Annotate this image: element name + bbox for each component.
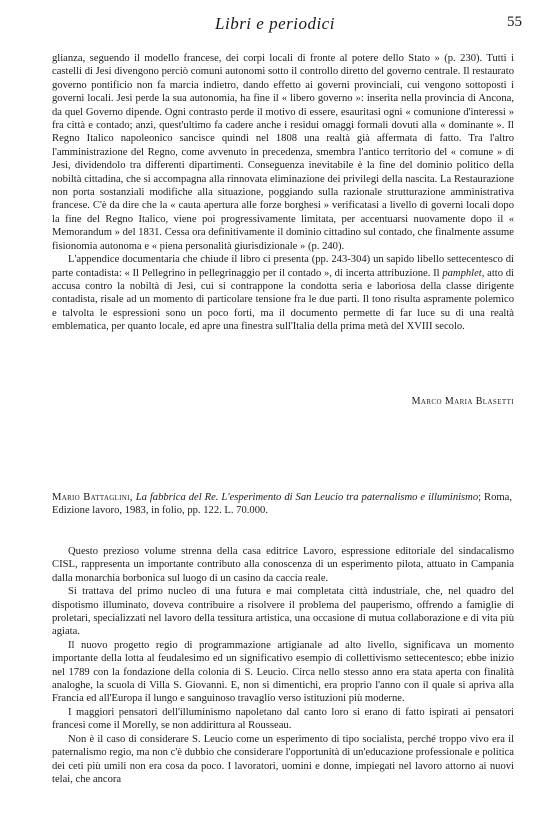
review-2-paragraph: Il nuovo progetto regio di programmazione artigianale ad alto livello, significava un momento importante della lotta al feudalesimo ed un significativo esempio di collettivismo settecentesco; ebbe inizio nel 1789 con la fondazione della colonia di S. Leucio. Circa nello stesso anno era stata aperta con finalità analoghe, la scuola di Villa S. Giovanni. E, non si dimentichi, era proprio l'anno con il quale si apriva alla Francia ed all'Europa il lungo e sanguinoso travaglio verso istituzioni più moderne.	[52, 639, 514, 705]
review-2-publication: ; Roma, Edizione lavoro, 1983, in folio, pp. 122. L. 70.000.	[52, 492, 513, 517]
running-title: Libri e periodici	[215, 14, 335, 33]
page-number: 55	[507, 14, 522, 30]
review-2-body	[52, 545, 514, 786]
review-2-paragraph: Non è il caso di considerare S. Leucio come un esperimento di tipo socialista, perché troppo vivo era il paternalismo regio, ma non c'è dubbio che considerare l'opportunità di un'educazione professionale e politica dei ceti più umili non era cosa da poco. I lavoratori, uomini e donne, impiegati nel lavoro attorno ai nuovi telai, che ancora	[52, 733, 514, 785]
review-2-author: Mario Battaglini,	[52, 492, 133, 503]
running-head	[0, 12, 550, 36]
review-2-title: La fabbrica del Re. L'esperimento di San Leucio tra paternalismo e illuminismo	[135, 492, 479, 503]
pamphlet-term: pamphlet	[442, 267, 482, 279]
review-1-appendix-paragraph: L'appendice documentaria che chiude il libro ci presenta (pp. 243-304) un sapido libello settecentesco di parte contadista: « Il Pellegrino in pellegrinaggio per il contado », di incerta attribuzione. Il pamphlet, atto di accusa contro la nobiltà di Jesi, cui si contrappone la condotta seria e laboriosa della classe dirigente contadista, risale ad un momento di particolare tensione fra le due parti. Il tono risulta aspramente polemico e talvolta le espressioni sono un poco forti, ma il documento permette di far luce su di una realtà emblematica, per quanto locale, ed apre una finestra sull'Italia della prima metà del XVIII secolo.	[52, 254, 514, 333]
review-1-paragraph: glianza, seguendo il modello francese, dei corpi locali di fronte al potere dello Stato » (p. 230). Tutti i castelli di Jesi divengono perciò comuni autonomi sotto il controllo diretto del governo centrale. Il restaurato governo pontificio non fa marcia indietro, dando effetto ai governi provinciali, cui vengono sottoposti i governi locali. Jesi perde la sua autonomia, ha fine il « libero governo »: inserita nella provincia di Ancona, da quel Governo dipende. Ogni contrasto perde il motivo di essere, esauritasi ogni « comunione d'interessi » fra città e contado; anzi, quest'ultimo fa cadere anche i residui omaggi formali dovuti alla « dominante ». Il Regno Italico napoleonico sancisce quindi nel 1808 una realtà già affermata di fatto. Tra l'altro l'amministrazione del Regno, come avvenuto in precedenza, smembra l'antico territorio del « comune » di Jesi, dividendolo tra differenti dipartimenti. Conseguenza inevitabile è la fine del dominio politico della nobiltà cittadina, che si accompagna alla rinnovata eliminazione dei privilegi della nascita. La Restaurazione non porta sostanziali modifiche alla situazione, poggiando sulla razionale strutturazione amministrativa francese. C'è da dire che la « cauta apertura alle forze borghesi » verificatasi a livello di governi locali dopo la fine del Regno Italico, viene poi progressivamente limitata, per accentuarsi nuovamente dopo il « Memorandum » del 1831. Cessa ora definitivamente il dominio cittadino sul contado, che finalmente assume fisionomia autonoma e « piena personalità giurisdizionale » (p. 240).	[52, 53, 514, 252]
review-1-body	[52, 52, 514, 334]
review-2-paragraph: Si trattava del primo nucleo di una futura e mai completata città industriale, che, nel quadro del dispotismo illuminato, doveva contribuire a risolvere il problema del pauperismo, offrendo a famiglie di proletari, specializzati nel lavoro della tessitura artistica, una occasione di mutua collaborazione e di vita più agiata.	[52, 586, 514, 638]
review-1-signature: Marco Maria Blasetti	[411, 396, 514, 407]
review-2-paragraph: Questo prezioso volume strenna della casa editrice Lavoro, espressione editoriale del sindacalismo CISL, rappresenta un importante contributo alla conoscenza di un esperimento pilota, attuato in Campania dalla monarchia borbonica sul luogo di un casino da caccia reale.	[52, 546, 514, 584]
review-2-paragraph: I maggiori pensatori dell'illuminismo napoletano dal canto loro si erano di fatto ispirati ai pensatori francesi come il Morelly, se non addirittura al Rousseau.	[52, 706, 514, 732]
review-2-citation	[52, 491, 512, 518]
